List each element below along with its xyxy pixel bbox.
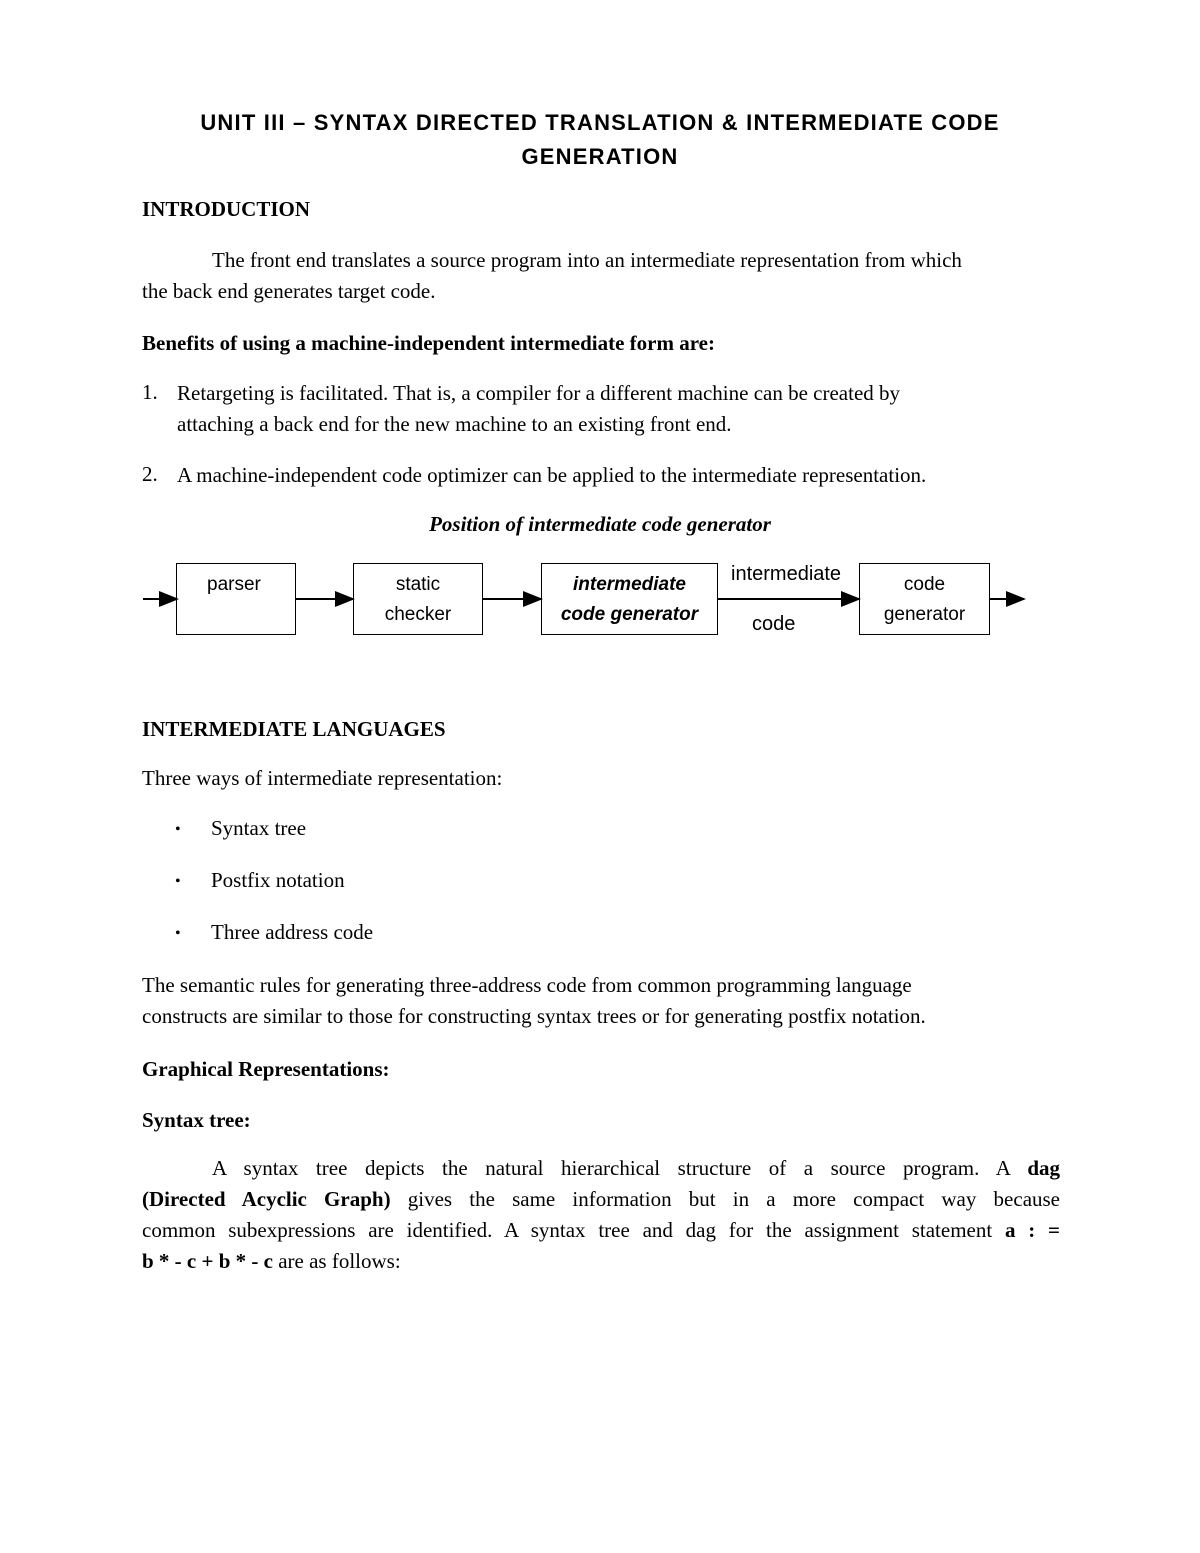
intro-line-2: the back end generates target code. (142, 279, 436, 303)
list-item-text: Postfix notation (211, 868, 345, 892)
semantic-rules-line-1: The semantic rules for generating three-address code from common programming language (142, 973, 912, 997)
introduction-paragraph (142, 245, 1060, 307)
icg-label-2: code generator (560, 604, 699, 625)
benefit-2-text (177, 460, 1057, 491)
code-generator-label-1: code (903, 574, 946, 595)
syntax-para-text-1a: A syntax tree depicts the natural hierarchical structure of a source program. A (212, 1156, 1010, 1180)
syntax-tree-paragraph (142, 1153, 1060, 1277)
static-checker-box (353, 563, 483, 635)
parser-label: parser (207, 574, 261, 595)
static-checker-label-2: checker (384, 604, 452, 625)
parser-box (176, 563, 296, 635)
benefit-1-line-2: attaching a back end for the new machine to an existing front end. (177, 412, 732, 436)
benefit-1-number: 1. (142, 380, 158, 404)
diagram-caption: Position of intermediate code generator (429, 512, 771, 536)
assignment-lhs: a : = (1004, 1218, 1060, 1242)
unit-title (100, 106, 1100, 174)
dag-expansion: (Directed Acyclic Graph) (142, 1187, 391, 1211)
representation-intro: Three ways of intermediate representation: (142, 766, 503, 790)
bullet-icon: • (175, 821, 181, 838)
semantic-rules-paragraph (142, 970, 1060, 1032)
graphical-representations-heading: Graphical Representations: (142, 1057, 390, 1081)
syntax-tree-heading: Syntax tree: (142, 1108, 251, 1132)
syntax-para-text-2b: gives the same information but in a more compact way because (407, 1187, 1061, 1211)
bullet-icon: • (175, 873, 181, 890)
list-item (175, 868, 345, 893)
code-generator-label-2: generator (883, 604, 966, 625)
syntax-para-text-3a: common subexpressions are identified. A syntax tree and dag for the assignment statement (142, 1218, 993, 1242)
syntax-para-text-4b: are as follows: (278, 1249, 401, 1273)
benefit-1-line-1: Retargeting is facilitated. That is, a compiler for a different machine can be created by (177, 381, 901, 405)
syntax-para-line-2 (142, 1184, 1060, 1215)
assignment-rhs: b * - c + b * - c (142, 1249, 273, 1273)
benefits-heading: Benefits of using a machine-independent intermediate form are: (142, 331, 715, 355)
bullet-icon: • (175, 925, 181, 942)
list-item-text: Three address code (211, 920, 374, 944)
icg-label-1: intermediate (573, 574, 686, 595)
title-line-2: GENERATION (521, 144, 679, 169)
syntax-para-line-1 (142, 1153, 1060, 1184)
introduction-heading: INTRODUCTION (142, 197, 311, 221)
benefit-2-number: 2. (142, 462, 158, 486)
title-line-1: UNIT III – SYNTAX DIRECTED TRANSLATION & INTERMEDIATE CODE (200, 110, 1000, 135)
intermediate-languages-heading: INTERMEDIATE LANGUAGES (142, 717, 446, 741)
semantic-rules-line-2: constructs are similar to those for constructing syntax trees or for generating postfix notation. (142, 1004, 926, 1028)
benefit-1-text (177, 378, 1057, 440)
dag-term: dag (1027, 1156, 1061, 1180)
edge-label-intermediate: intermediate (731, 563, 842, 585)
compiler-pipeline-diagram (0, 555, 1200, 655)
edge-label-code: code (752, 613, 796, 635)
list-item (175, 920, 373, 945)
intermediate-code-generator-box (541, 563, 718, 635)
code-generator-box (859, 563, 990, 635)
syntax-para-line-4 (142, 1246, 1060, 1277)
intro-line-1: The front end translates a source program into an intermediate representation from which (212, 248, 962, 272)
list-item-text: Syntax tree (211, 816, 307, 840)
syntax-para-line-3 (142, 1215, 1060, 1246)
benefit-2-line-1: A machine-independent code optimizer can be applied to the intermediate representation. (177, 463, 927, 487)
static-checker-label-1: static (395, 574, 441, 595)
list-item (175, 816, 306, 841)
